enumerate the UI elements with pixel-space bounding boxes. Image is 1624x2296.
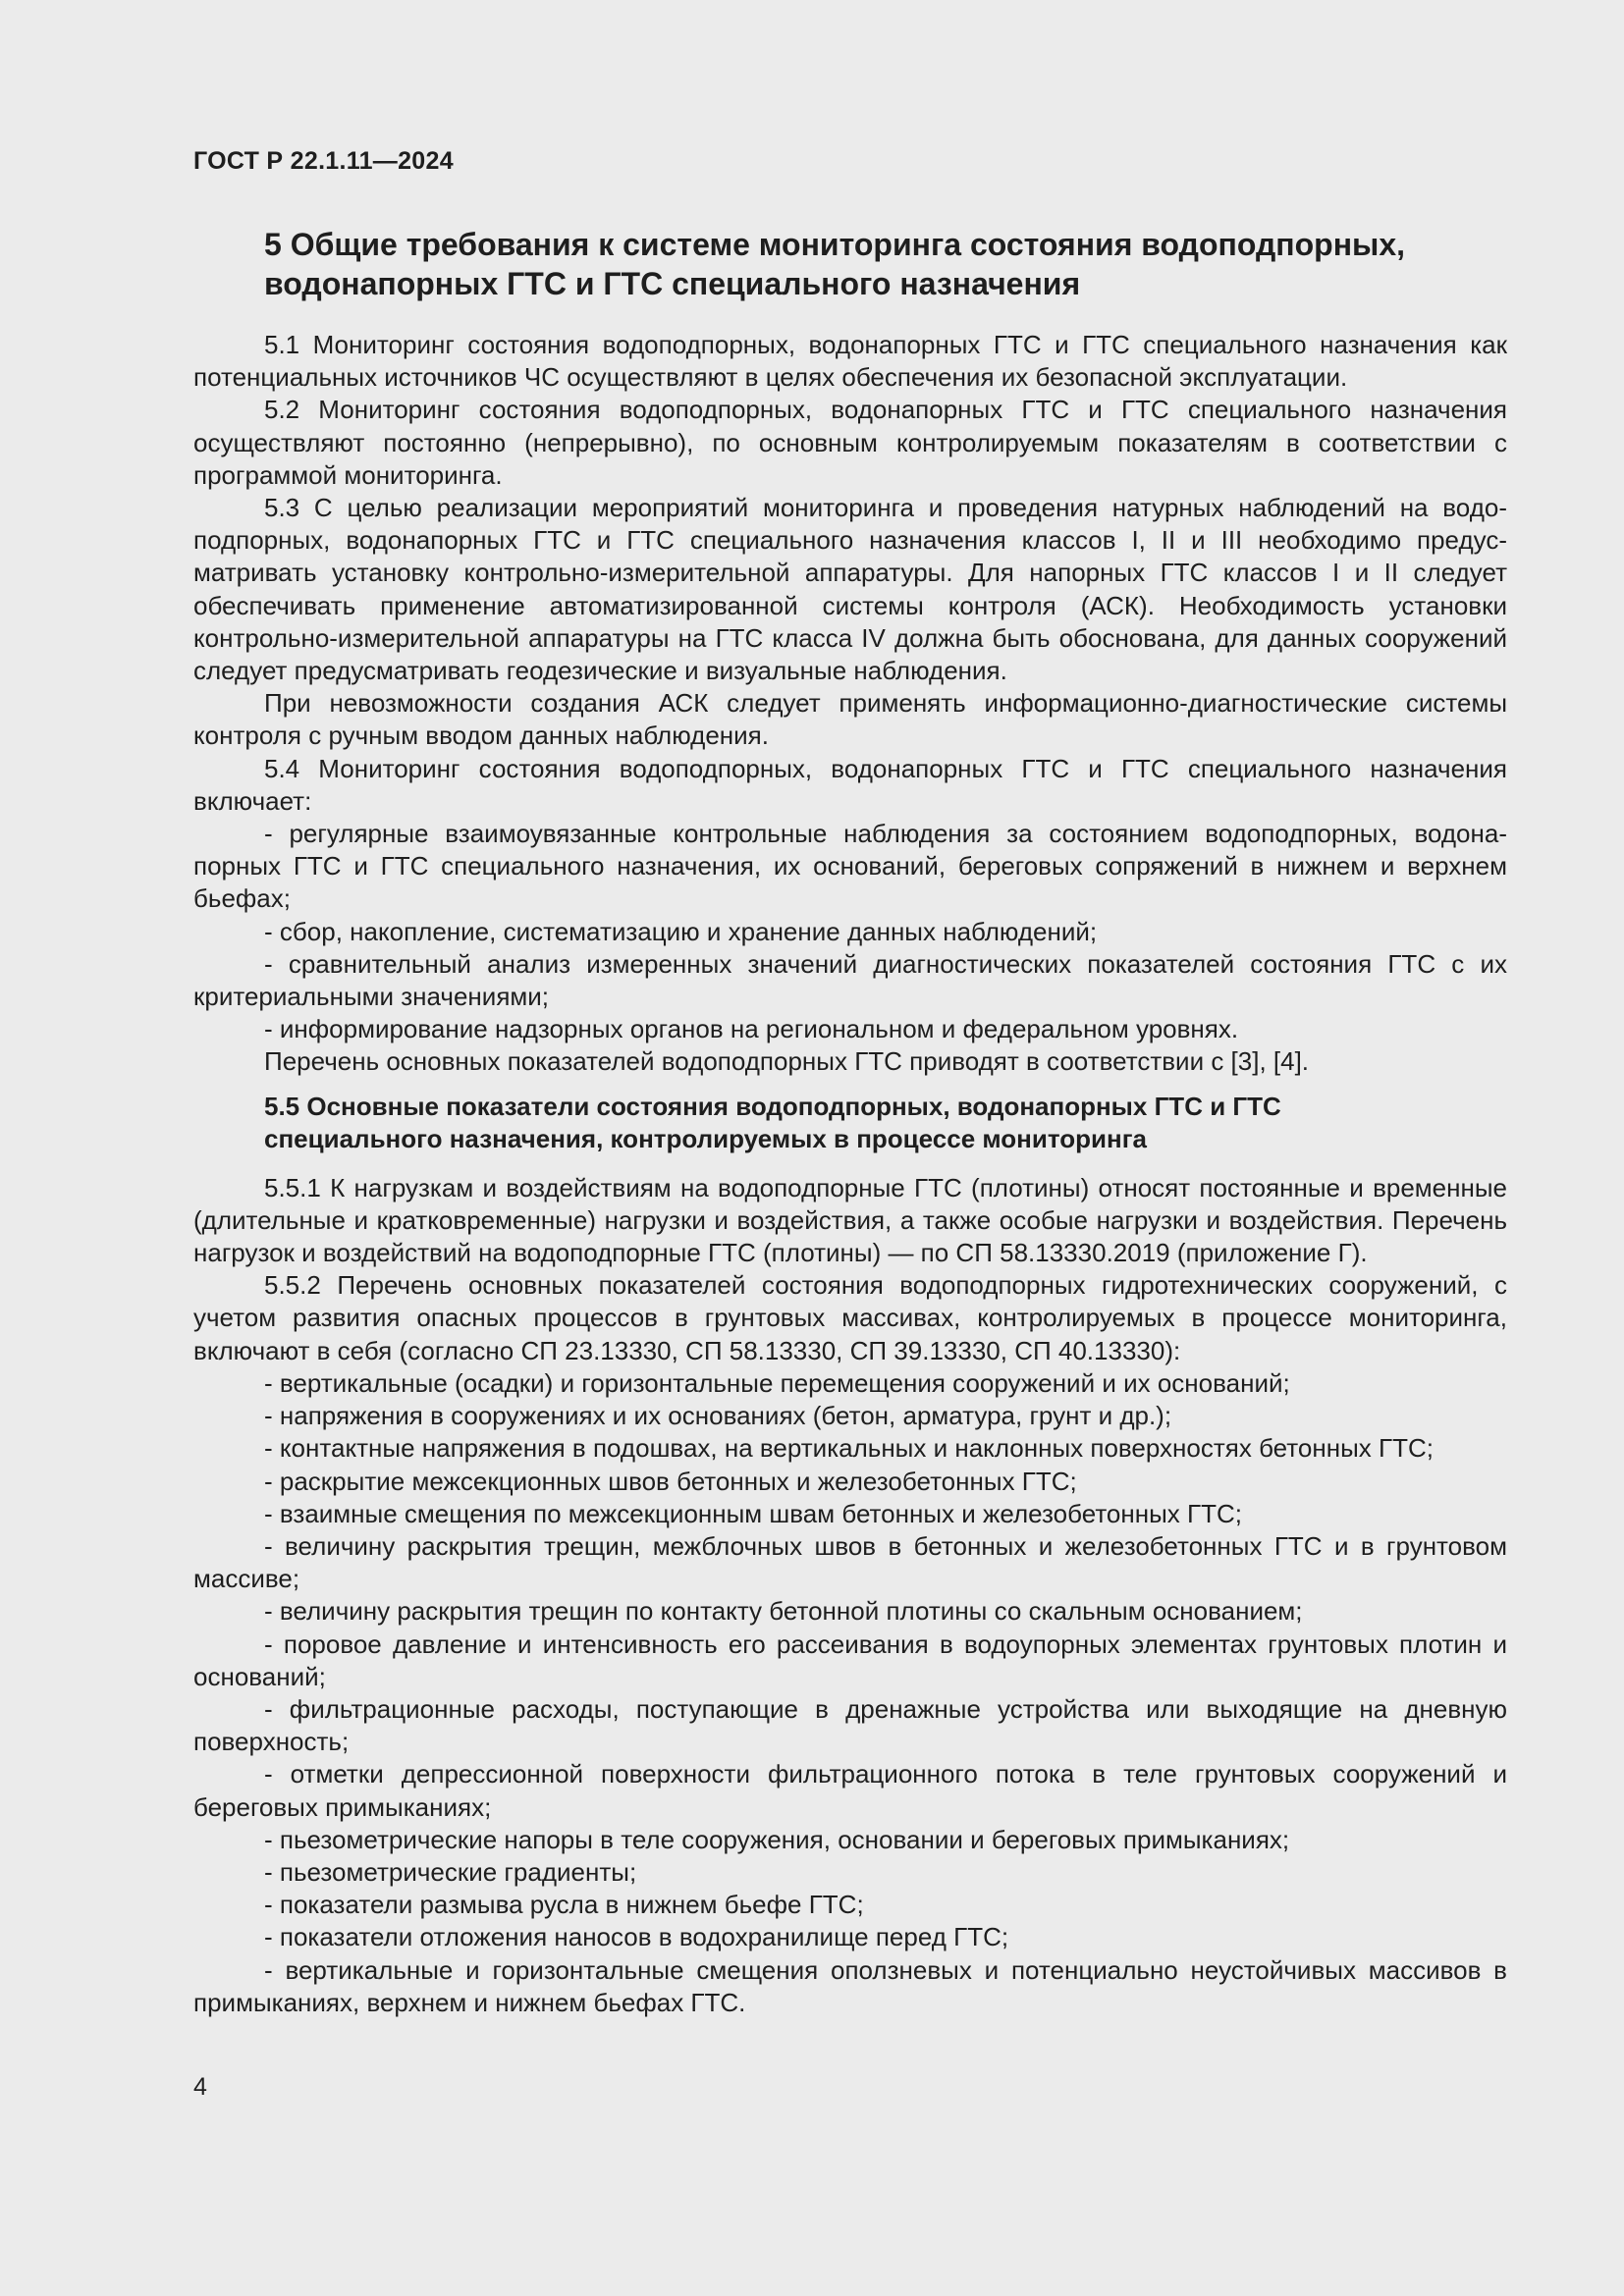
paragraph-reference: Перечень основных показателей водоподпорных ГТС приводят в соответствии с [3], [4]. bbox=[264, 1046, 1310, 1077]
paragraph-5-2: 5.2 Мониторинг состояния водоподпорных, водонапорных ГТС и ГТС специального назначения осуществляют постоянно (непрерывно), по основным контролируемым показателям в соответствии с программой мониторинга. bbox=[193, 395, 1507, 490]
subsection-title bbox=[193, 1091, 1507, 1155]
list-item: - раскрытие межсекционных швов бетонных и железобетонных ГТС; bbox=[264, 1466, 1077, 1496]
paragraph-ask: При невозможности создания АСК следует применять информационно-диагностические системы контроля с ручным вводом данных наблюдения. bbox=[193, 688, 1507, 751]
list-item: - величину раскрытия трещин, межблочных швов в бетонных и железобетонных ГТС и в грунтовом массиве; bbox=[193, 1530, 1507, 1594]
list-item: - показатели размыва русла в нижнем бьефе ГТС; bbox=[264, 1890, 864, 1920]
list-item: - напряжения в сооружениях и их основаниях (бетон, арматура, грунт и др.); bbox=[264, 1401, 1172, 1431]
section-body bbox=[193, 329, 1507, 1079]
list-item: - пьезометрические градиенты; bbox=[264, 1856, 637, 1887]
section-title-line: 5 Общие требования к системе мониторинга состояния водоподпорных, bbox=[264, 227, 1406, 262]
paragraph-5-4: 5.4 Мониторинг состояния водоподпорных, водонапорных ГТС и ГТС специального назначения включает: bbox=[193, 753, 1507, 816]
subsection-body bbox=[193, 1172, 1507, 2019]
section-title bbox=[193, 225, 1507, 303]
list-item: - вертикальные и горизонтальные смещения оползневых и потенциально неустойчивых массивов в примыканиях, верхнем и нижнем бьефах ГТС. bbox=[193, 1954, 1507, 2017]
paragraph-5-5-2: 5.5.2 Перечень основных показателей состояния водоподпорных гидротехнических сооружений, с учетом развития опасных процессов в грунтовых массивах, контролируемых в процессе мониторинга, включают в себя (согласно СП 23.13330, СП 58.13330, СП 39.13330, СП 40.13330): bbox=[193, 1270, 1507, 1365]
list-item: - величину раскрытия трещин по контакту бетонной плотины со скальным основанием; bbox=[264, 1596, 1303, 1627]
list-item: - вертикальные (осадки) и горизонтальные перемещения сооружений и их оснований; bbox=[264, 1367, 1290, 1398]
paragraph-5-1: 5.1 Мониторинг состояния водоподпорных, водонапорных ГТС и ГТС специального назначения как потенциальных источников ЧС осуществляют в целях обеспечения их безопасной эксплуатации. bbox=[193, 330, 1507, 393]
subsection-title-line: 5.5 Основные показатели состояния водоподпорных, водонапорных ГТС и ГТС bbox=[264, 1091, 1281, 1121]
list-item: - регулярные взаимоувязанные контрольные наблюдения за состоянием водоподпорных, водонапорных ГТС и ГТС специального назначения, их оснований, береговых сопряжений в нижнем и верхнем бьефах; bbox=[193, 819, 1507, 914]
paragraph-5-5-1: 5.5.1 К нагрузкам и воздействиям на водоподпорные ГТС (плотины) относят постоянные и временные (длительные и кратковременные) нагрузки и воздействия, а также особые нагрузки и воздействия. Перечень нагрузок и воздействий на водоподпорные ГТС (плотины) — по СП 58.13330.2019 (приложение Г). bbox=[193, 1172, 1507, 1268]
list-item: - сбор, накопление, систематизацию и хранение данных наблюдений; bbox=[264, 916, 1098, 946]
subsection-title-line: специального назначения, контролируемых в процессе мониторинга bbox=[264, 1123, 1147, 1153]
page-number: 4 bbox=[193, 2073, 207, 2101]
document-page bbox=[193, 147, 1507, 2019]
list-item: - сравнительный анализ измеренных значений диагностических показателей состояния ГТС с их критериальными значениями; bbox=[193, 948, 1507, 1012]
list-item: - взаимные смещения по межсекционным швам бетонных и железобетонных ГТС; bbox=[264, 1498, 1242, 1528]
list-item: - контактные напряжения в подошвах, на вертикальных и наклонных поверхностях бетонных ГТС; bbox=[264, 1433, 1434, 1464]
list-item: - фильтрационные расходы, поступающие в дренажные устройства или выходящие на дневную поверхность; bbox=[193, 1693, 1507, 1757]
list-item: - отметки депрессионной поверхности фильтрационного потока в теле грунтовых сооружений и береговых примыканиях; bbox=[193, 1759, 1507, 1822]
paragraph-5-3: 5.3 С целью реализации мероприятий мониторинга и проведения натурных наблюдений на водоподпорных, водонапорных ГТС и ГТС специального назначения классов I, II и III необходимо предусматривать установку контрольно-измерительной аппаратуры. Для напорных ГТС классов I и II следует обеспечивать применение автоматизированной системы контроля (АСК). Необходимость установки контрольно-измерительной аппаратуры на ГТС класса IV должна быть обоснована, для данных сооружений следует предусматривать геодезические и визуальные наблюдения. bbox=[193, 493, 1507, 686]
list-item: - поровое давление и интенсивность его рассеивания в водоупорных элементах грунтовых плотин и оснований; bbox=[193, 1629, 1507, 1691]
list-item: - информирование надзорных органов на региональном и федеральном уровнях. bbox=[264, 1014, 1239, 1044]
document-code: ГОСТ Р 22.1.11—2024 bbox=[193, 147, 454, 175]
list-item: - показатели отложения наносов в водохранилище перед ГТС; bbox=[264, 1922, 1009, 1952]
list-item: - пьезометрические напоры в теле сооружения, основании и береговых примыканиях; bbox=[264, 1824, 1290, 1854]
section-title-line: водонапорных ГТС и ГТС специального назначения bbox=[264, 266, 1081, 301]
